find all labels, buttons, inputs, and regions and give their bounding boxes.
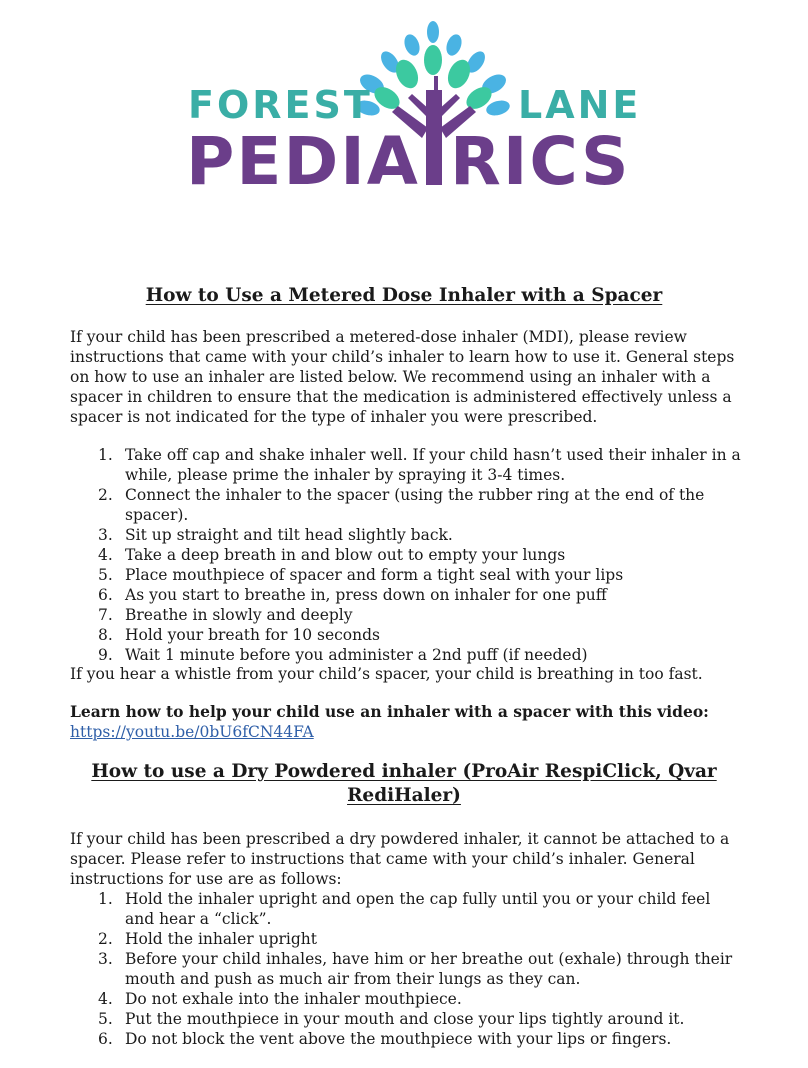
step-text: Wait 1 minute before you administer a 2nd puff (if needed) xyxy=(125,646,588,664)
section-1-intro-text: If your child has been prescribed a metered-dose inhaler (MDI), please review instructions that came with your child’s inhaler to learn how to use it. General steps on how to use an inhaler are listed below. We recommend using an inhaler with a spacer in children to ensure that the medication is administered effectively unless a spacer is not indicated for the type of inhaler you were prescribed. xyxy=(70,328,735,426)
step-text: Hold your breath for 10 seconds xyxy=(125,626,381,644)
whistle-note xyxy=(70,664,742,684)
section-2-steps-list xyxy=(70,889,742,1049)
video-link[interactable]: https://youtu.be/0bU6fCN44FA xyxy=(70,723,314,741)
step-text: Sit up straight and tilt head slightly back. xyxy=(125,526,453,544)
step-text: Take a deep breath in and blow out to empty your lungs xyxy=(125,546,566,564)
list-item: 2. Hold the inhaler upright xyxy=(98,930,318,948)
list-item: 2. Connect the inhaler to the spacer (using the rubber ring at the end of the spacer). xyxy=(98,486,705,524)
video-section xyxy=(70,702,742,742)
step-text: As you start to breathe in, press down on inhaler for one puff xyxy=(125,586,607,604)
logo-word-forest: FOREST xyxy=(188,83,373,127)
list-item: 5. Put the mouthpiece in your mouth and close your lips tightly around it. xyxy=(98,1010,685,1028)
list-item: 9. Wait 1 minute before you administer a 2nd puff (if needed) xyxy=(98,646,588,664)
step-text: Hold the inhaler upright and open the cap fully until you or your child feel and hear a “click”. xyxy=(125,890,711,928)
video-label: Learn how to help your child use an inhaler with a spacer with this video: xyxy=(70,702,709,721)
logo-word-pedia: PEDIA xyxy=(186,123,420,200)
section-2-intro-text: If your child has been prescribed a dry powdered inhaler, it cannot be attached to a spacer. Please refer to instructions that came with your child’s inhaler. General instructions for use are as follows: xyxy=(70,830,730,888)
list-item: 4. Do not exhale into the inhaler mouthpiece. xyxy=(98,990,462,1008)
logo-word-lane: LANE xyxy=(518,83,642,127)
section-2-title: How to use a Dry Powdered inhaler (ProAir RespiClick, Qvar RediHaler) xyxy=(91,761,717,806)
logo-word-rics: RICS xyxy=(450,123,631,200)
list-item: 4. Take a deep breath in and blow out to empty your lungs xyxy=(98,546,566,564)
list-item: 3. Before your child inhales, have him or her breathe out (exhale) through their mouth and push as much air from their lungs as they can. xyxy=(98,950,733,988)
section-1-steps-list xyxy=(70,445,742,665)
list-item: 1. Take off cap and shake inhaler well. If your child hasn’t used their inhaler in a while, please prime the inhaler by spraying it 3-4 times. xyxy=(98,446,741,484)
list-item: 6. Do not block the vent above the mouthpiece with your lips or fingers. xyxy=(98,1030,672,1048)
list-item: 1. Hold the inhaler upright and open the cap fully until you or your child feel and hear a “click”. xyxy=(98,890,711,928)
section-2-intro xyxy=(70,829,742,889)
step-text: Place mouthpiece of spacer and form a tight seal with your lips xyxy=(125,566,624,584)
list-item: 6. As you start to breathe in, press down on inhaler for one puff xyxy=(98,586,607,604)
step-text: Do not block the vent above the mouthpiece with your lips or fingers. xyxy=(125,1030,672,1048)
step-text: Hold the inhaler upright xyxy=(125,930,318,948)
whistle-note-text: If you hear a whistle from your child’s spacer, your child is breathing in too fast. xyxy=(70,665,703,683)
step-text: Do not exhale into the inhaler mouthpiece. xyxy=(125,990,462,1008)
step-text: Take off cap and shake inhaler well. If your child hasn’t used their inhaler in a while, please prime the inhaler by spraying it 3-4 times. xyxy=(125,446,741,484)
step-text: Before your child inhales, have him or her breathe out (exhale) through their mouth and push as much air from their lungs as they can. xyxy=(125,950,733,988)
step-text: Put the mouthpiece in your mouth and close your lips tightly around it. xyxy=(125,1010,685,1028)
list-item: 5. Place mouthpiece of spacer and form a tight seal with your lips xyxy=(98,566,624,584)
list-item: 3. Sit up straight and tilt head slightly back. xyxy=(98,526,453,544)
list-item: 8. Hold your breath for 10 seconds xyxy=(98,626,381,644)
step-text: Connect the inhaler to the spacer (using the rubber ring at the end of the spacer). xyxy=(125,486,705,524)
forest-lane-pediatrics-logo xyxy=(150,10,650,250)
logo-graphic xyxy=(150,10,650,250)
section-1-title: How to Use a Metered Dose Inhaler with a Spacer xyxy=(145,285,663,306)
step-text: Breathe in slowly and deeply xyxy=(125,606,353,624)
section-1-intro xyxy=(70,327,742,427)
list-item: 7. Breathe in slowly and deeply xyxy=(98,606,353,624)
